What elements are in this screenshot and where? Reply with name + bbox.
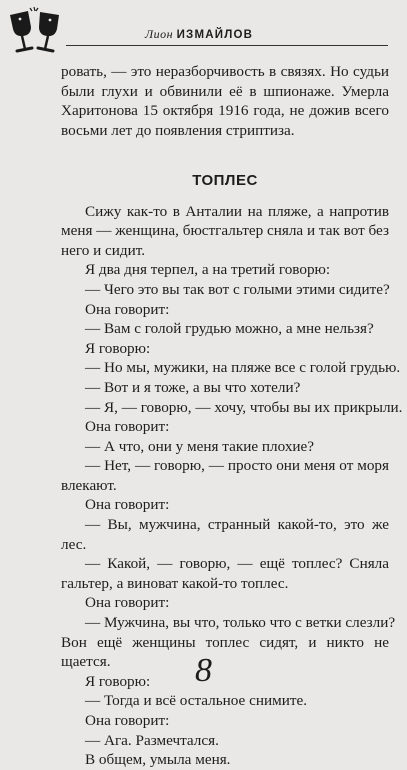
text-line: Она говорит: (85, 594, 170, 612)
text-line: — Чего это вы так вот с голыми этими сидите? (85, 280, 390, 298)
text-line: — Ага. Размечтался. (85, 731, 219, 749)
header-rule (66, 45, 388, 46)
author-last-name: ИЗМАЙЛОВ (176, 29, 254, 41)
text-line: — Вот и я тоже, а вы что хотели? (85, 378, 301, 396)
spacer (61, 140, 389, 160)
spacer (61, 191, 389, 202)
text-line: влекают. (61, 476, 117, 494)
text-line: ровать, — это неразборчивость в связях. Но судьи (61, 63, 389, 80)
text-line: — А что, они у меня такие плохие? (85, 437, 315, 455)
text-line: — Вам с голой грудью можно, а мне нельзя? (85, 320, 374, 338)
text-line: Она говорит: (85, 418, 170, 436)
text-line: восьми лет до появления стриптиза. (61, 121, 295, 139)
page-number: 8 (195, 652, 212, 689)
text-line: — Мужчина, вы что, только что с ветки слезли? (85, 614, 396, 632)
spacer (61, 160, 389, 171)
text-line: Я говорю: (85, 339, 151, 357)
text-line: Я два дня терпел, а на третий говорю: (85, 261, 331, 279)
text-line: Я говорю: (85, 672, 151, 690)
text-line: — Я, — говорю, — хочу, чтобы вы их прикрыли. (85, 398, 403, 416)
text-line: гальтер, а виноват какой-то топлес. (61, 574, 289, 592)
author-name (145, 27, 253, 42)
wine-glasses-icon (4, 5, 68, 57)
text-line: Она говорит: (85, 496, 170, 514)
text-line: — Но мы, мужики, на пляже все с голой грудью. (85, 359, 401, 377)
text-line: — Какой, — говорю, — ещё топлес? Сняла (85, 555, 389, 573)
text-line: были глухи и обвинили её в шпионаже. Умерла (61, 82, 389, 100)
text-line: Сижу как-то в Анталии на пляже, а напротив (85, 202, 389, 220)
text-line: — Нет, — говорю, — просто они меня от моря (85, 457, 389, 475)
section-title: ТОПЛЕС (192, 171, 258, 189)
text-line: — Тогда и всё остальное снимите. (85, 692, 308, 710)
author-first-name: Лион (145, 27, 174, 41)
text-line: — Вы, мужчина, странный какой-то, это же (85, 516, 389, 534)
text-line: лес. (61, 535, 87, 553)
text-line: В общем, умыла меня. (85, 751, 231, 769)
text-line: Харитонова 15 октября 1916 года, не дожив всего (61, 102, 389, 120)
text-line: него и сидит. (61, 241, 146, 259)
text-line: щается. (61, 653, 111, 671)
text-line: Она говорит: (85, 300, 170, 318)
text-line: Вон ещё женщины топлес сидят, и никто не (61, 633, 389, 651)
text-line: меня — женщина, бюстгальтер сняла и так вот без (61, 222, 389, 240)
text-line: Она говорит: (85, 712, 170, 729)
running-header (0, 0, 407, 60)
